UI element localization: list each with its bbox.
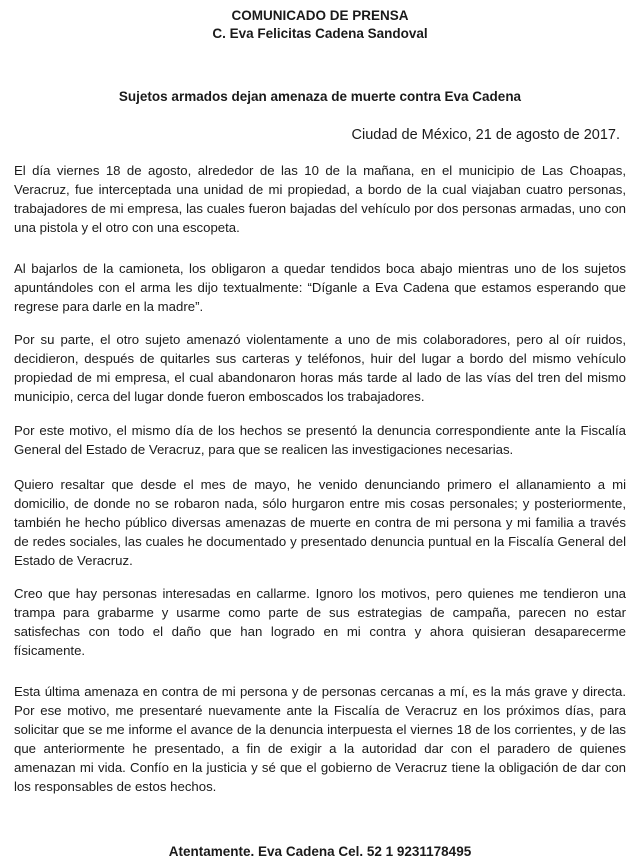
document-title: COMUNICADO DE PRENSA — [231, 8, 409, 23]
paragraph-1: El día viernes 18 de agosto, alrededor de las 10 de la mañana, en el municipio de Las Choapas, Veracruz, fue interceptada una unidad de mi propiedad, a bordo de la cual viajaban cuatro personas, trabajadores de mi empresa, las cuales fueron bajadas del vehículo por dos personas armadas, uno con una pistola y el otro con una escopeta. — [14, 163, 626, 235]
paragraph-2: Al bajarlos de la camioneta, los obligaron a quedar tendidos boca abajo mientras uno de los sujetos apuntándoles con el arma les dijo textualmente: “Díganle a Eva Cadena que estamos esperando que regrese para darle en la madre”. — [14, 261, 626, 314]
author-name: C. Eva Felicitas Cadena Sandoval — [212, 26, 428, 41]
signature-contact: Atentamente. Eva Cadena Cel. 52 1 9231178495 — [168, 844, 472, 859]
dateline: Ciudad de México, 21 de agosto de 2017. — [351, 127, 620, 143]
paragraph-3: Por su parte, el otro sujeto amenazó violentamente a uno de mis colaboradores, pero al oír ruidos, decidieron, después de quitarles sus carteras y teléfonos, huir del lugar a bordo del mismo vehículo propiedad de mi empresa, el cual abandonaron horas más tarde al lado de las vías del tren del mismo municipio, cerca del lugar donde fueron emboscados los trabajadores. — [14, 332, 626, 404]
paragraph-5: Quiero resaltar que desde el mes de mayo, he venido denunciando primero el allanamiento a mi domicilio, de donde no se robaron nada, sólo hurgaron entre mis cosas personales; y posteriormente, también he hecho público diversas amenazas de muerte en contra de mi persona y mi familia a través de redes sociales, las cuales he documentado y presentado denuncia puntual en la Fiscalía General del Estado de Veracruz. — [14, 477, 626, 568]
headline: Sujetos armados dejan amenaza de muerte contra Eva Cadena — [118, 89, 522, 104]
paragraph-7: Esta última amenaza en contra de mi persona y de personas cercanas a mí, es la más grave y directa. Por ese motivo, me presentaré nuevamente ante la Fiscalía de Veracruz en los próximos días, para solicitar que se me informe el avance de la denuncia interpuesta el viernes 18 de los corrientes, y de las que anteriormente he presentado, a fin de exigir a la autoridad dar con el paradero de quienes amenazan mi vida. Confío en la justicia y sé que el gobierno de Veracruz tiene la obligación de dar con los responsables de estos hechos. — [14, 684, 626, 794]
paragraph-4: Por este motivo, el mismo día de los hechos se presentó la denuncia correspondiente ante la Fiscalía General del Estado de Veracruz, para que se realicen las investigaciones necesarias. — [14, 423, 626, 457]
paragraph-6: Creo que hay personas interesadas en callarme. Ignoro los motivos, pero quienes me tendieron una trampa para grabarme y usarme como parte de sus estrategias de campaña, parecen no estar satisfechas con todo el daño que han logrado en mi contra y ahora quisieran desaparecerme físicamente. — [14, 586, 626, 658]
